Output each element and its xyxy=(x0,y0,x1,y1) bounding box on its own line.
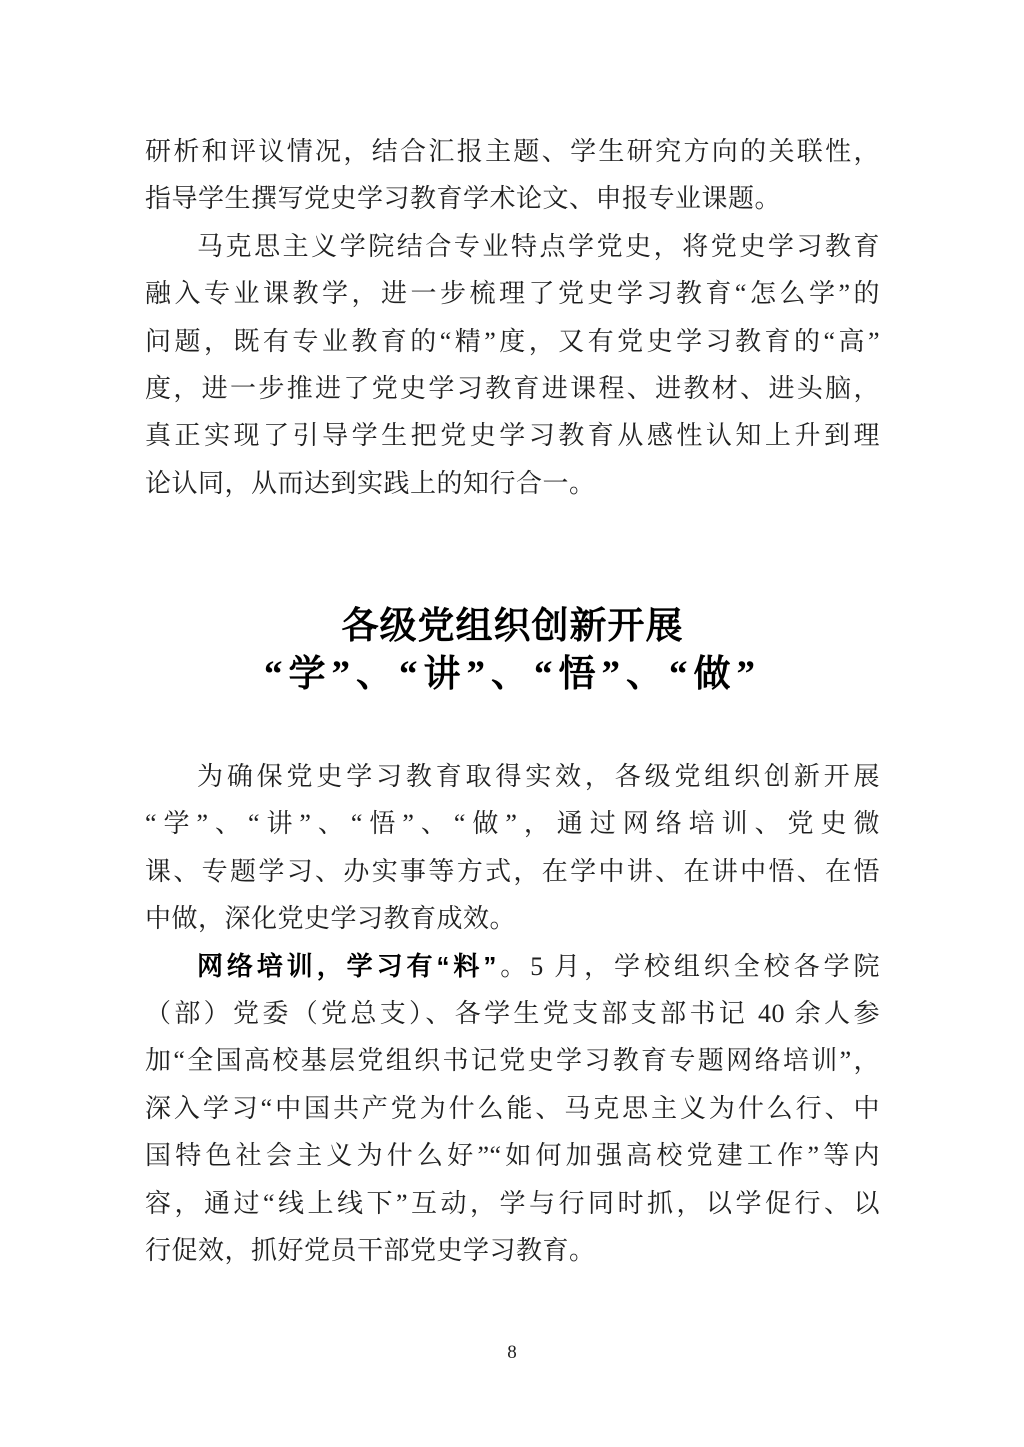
text-line: 马克思主义学院结合专业特点学党史，将党史学习教育 xyxy=(197,231,880,261)
bold-run-lead: 网络培训，学习有“料” xyxy=(197,950,497,981)
text-line: 国特色社会主义为什么好”“如何加强高校党建工作”等内 xyxy=(145,1141,880,1171)
text-line: “学”、“讲”、“悟”、“做”，通过网络培训、党史微 xyxy=(145,809,880,839)
text-line: 加“全国高校基层党组织书记党史学习教育专题网络培训”， xyxy=(145,1046,880,1076)
text-run: 。5 月，学校组织全校各学院 xyxy=(496,951,880,981)
text-line: 为确保党史学习教育取得实效，各级党组织创新开展 xyxy=(197,762,880,791)
text-line: 容，通过“线上线下”互动，学与行同时抓，以学促行、以 xyxy=(145,1188,880,1218)
section-title-line-1: 各级党组织创新开展 xyxy=(341,606,684,647)
text-line: 度，进一步推进了党史学习教育进课程、进教材、进头脑， xyxy=(145,373,880,403)
text-line: 指导学生撰写党史学习教育学术论文、申报专业课题。 xyxy=(145,184,782,214)
text-line: 问题，既有专业教育的“精”度，又有党史学习教育的“高” xyxy=(145,326,880,356)
text-line: 真正实现了引导学生把党史学习教育从感性认知上升到理 xyxy=(145,421,880,451)
text-line: 深入学习“中国共产党为什么能、马克思主义为什么行、中 xyxy=(145,1093,880,1123)
text-line: 中做，深化党史学习教育成效。 xyxy=(145,904,517,934)
text-line: 论认同，从而达到实践上的知行合一。 xyxy=(145,468,596,498)
text-line: （部）党委（党总支）、各学生党支部支部书记 40 余人参 xyxy=(145,998,880,1028)
section-title-line-2: “学”、“讲”、“悟”、“做” xyxy=(264,653,761,695)
page-number: 8 xyxy=(507,1342,517,1363)
text-line: 课、专题学习、办实事等方式，在学中讲、在讲中悟、在悟 xyxy=(145,856,880,886)
text-line: 融入专业课教学，进一步梳理了党史学习教育“怎么学”的 xyxy=(145,279,880,309)
section-title xyxy=(145,603,880,698)
text-line: 行促效，抓好党员干部党史学习教育。 xyxy=(145,1235,596,1265)
text-line xyxy=(145,943,880,990)
text-line: 研析和评议情况，结合汇报主题、学生研究方向的关联性， xyxy=(145,137,880,166)
body-text-block-upper xyxy=(145,128,880,507)
body-text-block-lower xyxy=(145,753,880,1274)
